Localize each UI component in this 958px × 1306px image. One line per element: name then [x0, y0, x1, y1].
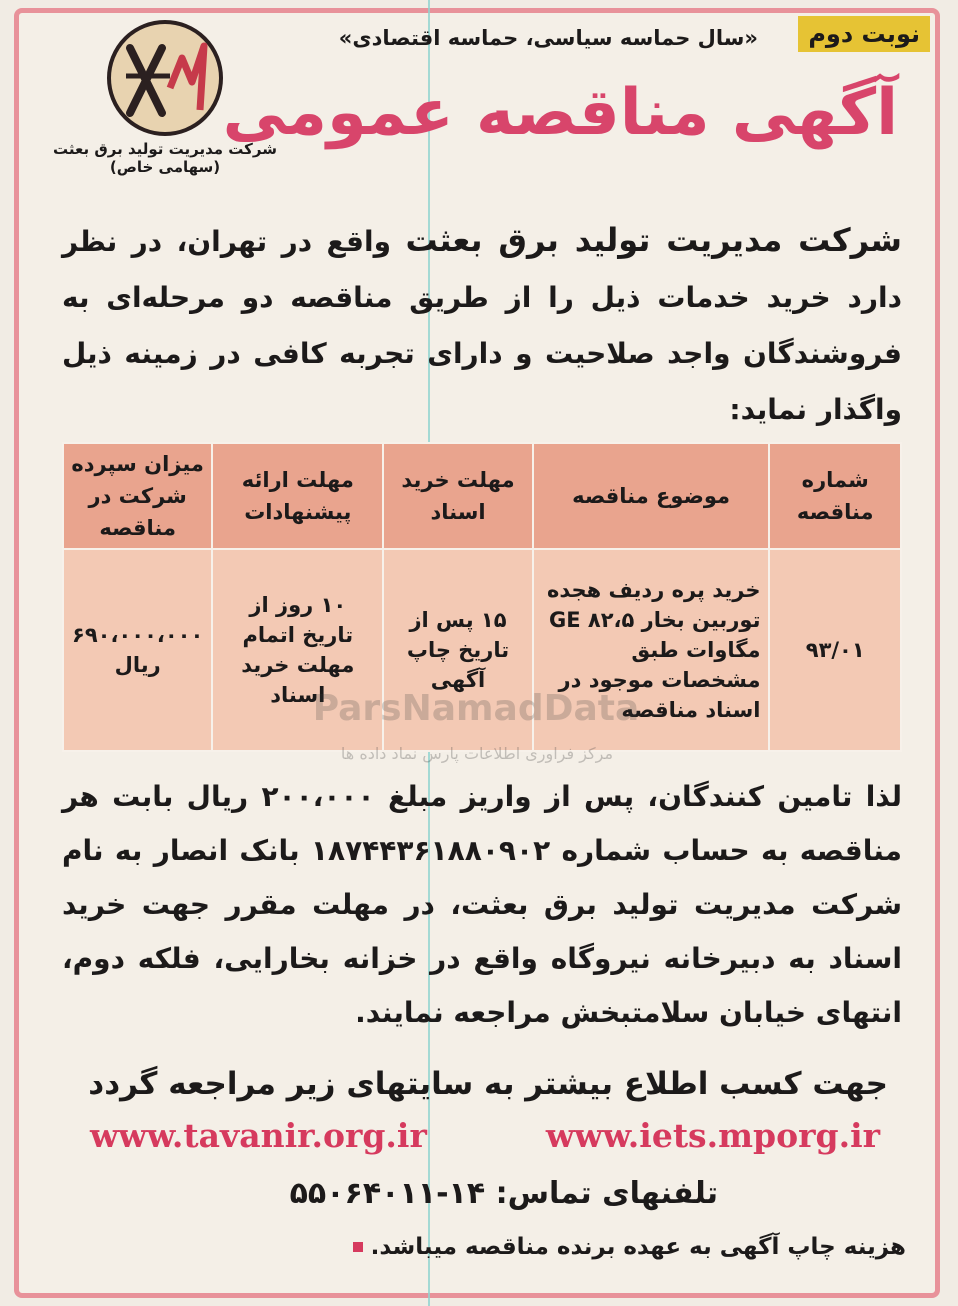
more-info-heading: جهت کسب اطلاع بیشتر به سایتهای زیر مراجعه گردد [88, 1066, 888, 1102]
link-iets[interactable]: www.iets.mporg.ir [545, 1116, 880, 1155]
slogan: «سال حماسه سیاسی، حماسه اقتصادی» [338, 26, 758, 50]
cell-deposit: ۶۹۰،۰۰۰،۰۰۰ ریال [63, 549, 212, 751]
footer-note [353, 1234, 906, 1260]
col-purchase-deadline: مهلت خرید اسناد [383, 443, 532, 549]
instructions-paragraph: لذا تامین کنندگان، پس از واریز مبلغ ۲۰۰،۰۰۰ ریال بابت هر مناقصه به حساب شماره ۱۸۷۴۴۳۶۱۸۸۰۹۰۲ بانک انصار به نام شرکت مدیریت تولید برق بعثت، در مهلت مقرر جهت خرید اسناد به دبیرخانه نیروگاه واقع در خزانه بخارایی، فلکه دوم، انتهای خیابان سلامتبخش مراجعه نمایند. [62, 780, 902, 1029]
contact-phones: تلفنهای تماس: ۱۴-۵۵۰۶۴۰۱۱ [289, 1176, 718, 1211]
footer-note-text: هزینه چاپ آگهی به عهده برنده مناقصه میباشد. [370, 1234, 906, 1260]
col-deposit: میزان سپرده شرکت در مناقصه [63, 443, 212, 549]
col-tender-number: شماره مناقصه [769, 443, 901, 549]
intro-company-name: شرکت مدیریت تولید برق بعثت [405, 221, 903, 259]
col-offer-deadline: مهلت ارائه پیشنهادات [212, 443, 383, 549]
link-tavanir[interactable]: www.tavanir.org.ir [90, 1116, 427, 1155]
cell-purchase-deadline: ۱۵ پس از تاریخ چاپ آگهی [383, 549, 532, 751]
company-logo-icon [100, 18, 230, 138]
website-links [90, 1116, 880, 1166]
cell-tender-subject: خرید پره ردیف هجده توربین بخار GE ۸۲،۵ مگاوات طبق مشخصات موجود در اسناد مناقصه [533, 549, 770, 751]
bullet-icon [353, 1242, 363, 1252]
intro-paragraph [62, 212, 902, 438]
cell-offer-deadline: ۱۰ روز از تاریخ اتمام مهلت خرید اسناد [212, 549, 383, 751]
col-tender-subject: موضوع مناقصه [533, 443, 770, 549]
watermark-brand: ParsNamadData [312, 688, 640, 729]
publication-badge: نوبت دوم [798, 16, 930, 52]
table-header-row [63, 443, 901, 549]
logo-company-name: شرکت مدیریت تولید برق بعثت [53, 140, 277, 158]
watermark-subtitle: مرکز فراوری اطلاعات پارس نماد داده ها [340, 744, 614, 763]
page-title: آگهی مناقصه عمومی [222, 76, 898, 150]
intro-text: واقع در تهران، در نظر دارد خرید خدمات ذیل را از طریق مناقصه دو مرحله‌ای به فروشندگان واجد صلاحیت و دارای تجربه کافی در زمینه ذیل واگذار نماید: [62, 225, 902, 426]
company-logo [40, 18, 290, 208]
cell-tender-number: ۹۳/۰۱ [769, 549, 901, 751]
logo-company-type: (سهامی خاص) [109, 158, 221, 176]
